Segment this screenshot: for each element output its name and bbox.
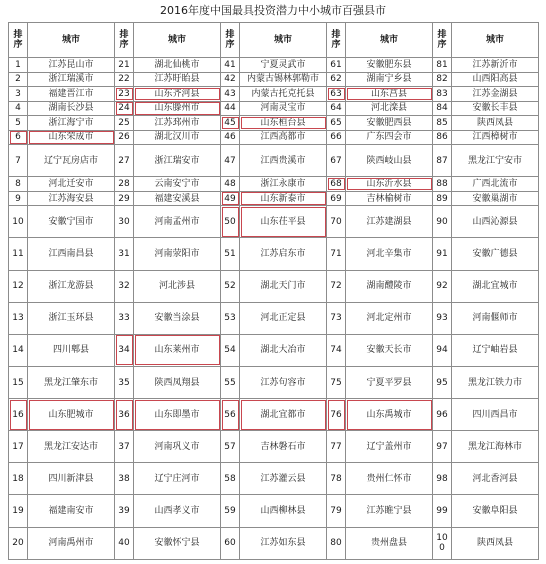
rank-cell: 48 bbox=[221, 177, 240, 192]
rank-cell: 94 bbox=[433, 334, 452, 366]
city-cell: 山东齐河县 bbox=[134, 87, 221, 102]
city-cell: 辽宁瓦房店市 bbox=[28, 145, 115, 177]
rank-cell: 16 bbox=[9, 399, 28, 431]
city-cell: 江西贵溪市 bbox=[240, 145, 327, 177]
city-cell: 河南孟州市 bbox=[134, 206, 221, 238]
rank-cell: 8 bbox=[9, 177, 28, 192]
city-cell: 山西沁源县 bbox=[452, 206, 539, 238]
header-rank: 排序 bbox=[221, 23, 240, 58]
city-cell: 湖南宁乡县 bbox=[346, 72, 433, 87]
city-cell: 云南安宁市 bbox=[134, 177, 221, 192]
city-cell: 安徽巢湖市 bbox=[452, 191, 539, 206]
rank-cell: 15 bbox=[9, 366, 28, 398]
rank-cell: 96 bbox=[433, 399, 452, 431]
city-cell: 四川新津县 bbox=[28, 463, 115, 495]
rank-cell: 33 bbox=[115, 302, 134, 334]
city-cell: 安徽天长市 bbox=[346, 334, 433, 366]
city-cell: 安徽怀宁县 bbox=[134, 527, 221, 559]
rank-cell: 35 bbox=[115, 366, 134, 398]
header-rank: 排序 bbox=[9, 23, 28, 58]
city-cell: 辽宁盖州市 bbox=[346, 431, 433, 463]
city-cell: 福建晋江市 bbox=[28, 87, 115, 102]
city-cell: 安徽当涂县 bbox=[134, 302, 221, 334]
rank-cell: 56 bbox=[221, 399, 240, 431]
city-cell: 江苏金湖县 bbox=[452, 87, 539, 102]
rank-cell: 22 bbox=[115, 72, 134, 87]
rank-cell: 90 bbox=[433, 206, 452, 238]
city-cell: 吉林榆树市 bbox=[346, 191, 433, 206]
city-cell: 山东禹城市 bbox=[346, 399, 433, 431]
rank-cell: 58 bbox=[221, 463, 240, 495]
table-row bbox=[9, 302, 539, 334]
city-cell: 内蒙古托克托县 bbox=[240, 87, 327, 102]
city-cell: 山东新泰市 bbox=[240, 191, 327, 206]
table-row bbox=[9, 72, 539, 87]
city-cell: 陕西凤翔县 bbox=[134, 366, 221, 398]
rank-cell: 78 bbox=[327, 463, 346, 495]
rank-cell: 76 bbox=[327, 399, 346, 431]
rank-cell: 40 bbox=[115, 527, 134, 559]
rank-cell: 63 bbox=[327, 87, 346, 102]
city-cell: 贵州仁怀市 bbox=[346, 463, 433, 495]
rank-cell: 12 bbox=[9, 270, 28, 302]
rank-cell: 60 bbox=[221, 527, 240, 559]
rank-cell: 25 bbox=[115, 116, 134, 131]
city-cell: 福建南安市 bbox=[28, 495, 115, 527]
rank-cell: 47 bbox=[221, 145, 240, 177]
table-row bbox=[9, 116, 539, 131]
city-cell: 山东荣成市 bbox=[28, 130, 115, 145]
city-cell: 河南禹州市 bbox=[28, 527, 115, 559]
rank-cell: 23 bbox=[115, 87, 134, 102]
rank-cell: 74 bbox=[327, 334, 346, 366]
rank-cell: 42 bbox=[221, 72, 240, 87]
city-cell: 山东沂水县 bbox=[346, 177, 433, 192]
city-cell: 浙江永康市 bbox=[240, 177, 327, 192]
city-cell: 广东四会市 bbox=[346, 130, 433, 145]
city-cell: 宁夏灵武市 bbox=[240, 58, 327, 73]
rank-cell: 7 bbox=[9, 145, 28, 177]
rank-cell: 85 bbox=[433, 116, 452, 131]
city-cell: 山东滕州市 bbox=[134, 101, 221, 116]
header-rank: 排序 bbox=[115, 23, 134, 58]
city-cell: 山东即墨市 bbox=[134, 399, 221, 431]
rank-cell: 24 bbox=[115, 101, 134, 116]
city-cell: 湖北仙桃市 bbox=[134, 58, 221, 73]
rank-cell: 14 bbox=[9, 334, 28, 366]
rank-cell: 73 bbox=[327, 302, 346, 334]
city-cell: 安徽宁国市 bbox=[28, 206, 115, 238]
rank-cell: 44 bbox=[221, 101, 240, 116]
rank-cell: 37 bbox=[115, 431, 134, 463]
rank-cell: 92 bbox=[433, 270, 452, 302]
rank-cell: 70 bbox=[327, 206, 346, 238]
table-row bbox=[9, 130, 539, 145]
table-row bbox=[9, 463, 539, 495]
table-row bbox=[9, 366, 539, 398]
rank-cell: 38 bbox=[115, 463, 134, 495]
rank-cell: 2 bbox=[9, 72, 28, 87]
table-row bbox=[9, 238, 539, 270]
header-city: 城市 bbox=[240, 23, 327, 58]
table-row bbox=[9, 270, 539, 302]
rank-cell: 86 bbox=[433, 130, 452, 145]
city-cell: 安徽长丰县 bbox=[452, 101, 539, 116]
city-cell: 江苏如东县 bbox=[240, 527, 327, 559]
rank-cell: 98 bbox=[433, 463, 452, 495]
rank-cell: 91 bbox=[433, 238, 452, 270]
city-cell: 辽宁岫岩县 bbox=[452, 334, 539, 366]
city-cell: 河北香河县 bbox=[452, 463, 539, 495]
table-row bbox=[9, 101, 539, 116]
city-cell: 山西柳林县 bbox=[240, 495, 327, 527]
table-row bbox=[9, 87, 539, 102]
rank-cell: 3 bbox=[9, 87, 28, 102]
city-cell: 安徽广德县 bbox=[452, 238, 539, 270]
city-cell: 河南荥阳市 bbox=[134, 238, 221, 270]
rank-cell: 59 bbox=[221, 495, 240, 527]
table-row bbox=[9, 527, 539, 559]
city-cell: 浙江瑞安市 bbox=[134, 145, 221, 177]
city-cell: 福建安溪县 bbox=[134, 191, 221, 206]
header-row bbox=[9, 23, 539, 58]
city-cell: 湖南长沙县 bbox=[28, 101, 115, 116]
city-cell: 江苏盱眙县 bbox=[134, 72, 221, 87]
rank-cell: 66 bbox=[327, 130, 346, 145]
rank-cell: 81 bbox=[433, 58, 452, 73]
rank-cell: 80 bbox=[327, 527, 346, 559]
table-row bbox=[9, 431, 539, 463]
city-cell: 辽宁庄河市 bbox=[134, 463, 221, 495]
rank-cell: 77 bbox=[327, 431, 346, 463]
rank-cell: 87 bbox=[433, 145, 452, 177]
rank-cell: 18 bbox=[9, 463, 28, 495]
rank-cell: 20 bbox=[9, 527, 28, 559]
rank-cell: 55 bbox=[221, 366, 240, 398]
city-cell: 河北滦县 bbox=[346, 101, 433, 116]
rank-cell: 68 bbox=[327, 177, 346, 192]
city-cell: 湖北天门市 bbox=[240, 270, 327, 302]
rank-cell: 51 bbox=[221, 238, 240, 270]
city-cell: 山东肥城市 bbox=[28, 399, 115, 431]
city-cell: 浙江海宁市 bbox=[28, 116, 115, 131]
city-cell: 吉林磐石市 bbox=[240, 431, 327, 463]
rank-cell: 30 bbox=[115, 206, 134, 238]
city-cell: 山东茌平县 bbox=[240, 206, 327, 238]
rank-cell: 21 bbox=[115, 58, 134, 73]
rank-cell: 52 bbox=[221, 270, 240, 302]
rank-cell: 83 bbox=[433, 87, 452, 102]
rank-cell: 99 bbox=[433, 495, 452, 527]
city-cell: 安徽阜阳县 bbox=[452, 495, 539, 527]
city-cell: 山东莱州市 bbox=[134, 334, 221, 366]
header-rank: 排序 bbox=[433, 23, 452, 58]
rank-cell: 57 bbox=[221, 431, 240, 463]
header-rank: 排序 bbox=[327, 23, 346, 58]
rank-cell: 72 bbox=[327, 270, 346, 302]
city-cell: 陕西凤县 bbox=[452, 116, 539, 131]
rank-cell: 65 bbox=[327, 116, 346, 131]
header-city: 城市 bbox=[452, 23, 539, 58]
city-cell: 湖北宜城市 bbox=[452, 270, 539, 302]
header-city: 城市 bbox=[346, 23, 433, 58]
city-cell: 黑龙江海林市 bbox=[452, 431, 539, 463]
city-cell: 河南巩义市 bbox=[134, 431, 221, 463]
rank-cell: 53 bbox=[221, 302, 240, 334]
rank-cell: 29 bbox=[115, 191, 134, 206]
city-cell: 江苏昆山市 bbox=[28, 58, 115, 73]
rank-cell: 34 bbox=[115, 334, 134, 366]
rank-cell: 88 bbox=[433, 177, 452, 192]
city-cell: 山东桓台县 bbox=[240, 116, 327, 131]
page-title: 2016年度中国最具投资潜力中小城市百强县市 bbox=[160, 4, 386, 17]
rank-cell: 62 bbox=[327, 72, 346, 87]
city-cell: 宁夏平罗县 bbox=[346, 366, 433, 398]
city-cell: 湖北汉川市 bbox=[134, 130, 221, 145]
rank-cell: 75 bbox=[327, 366, 346, 398]
rank-cell: 45 bbox=[221, 116, 240, 131]
rank-cell: 67 bbox=[327, 145, 346, 177]
city-cell: 四川郫县 bbox=[28, 334, 115, 366]
header-city: 城市 bbox=[28, 23, 115, 58]
city-cell: 山西阳高县 bbox=[452, 72, 539, 87]
rank-cell: 79 bbox=[327, 495, 346, 527]
city-cell: 河北辛集市 bbox=[346, 238, 433, 270]
city-cell: 广西北流市 bbox=[452, 177, 539, 192]
rank-cell: 93 bbox=[433, 302, 452, 334]
city-cell: 江苏海安县 bbox=[28, 191, 115, 206]
rank-cell: 46 bbox=[221, 130, 240, 145]
city-cell: 江苏邳州市 bbox=[134, 116, 221, 131]
ranking-table-container bbox=[8, 22, 538, 560]
city-cell: 河北正定县 bbox=[240, 302, 327, 334]
city-cell: 山东莒县 bbox=[346, 87, 433, 102]
table-row bbox=[9, 145, 539, 177]
city-cell: 陕西凤县 bbox=[452, 527, 539, 559]
city-cell: 黑龙江宁安市 bbox=[452, 145, 539, 177]
rank-cell: 6 bbox=[9, 130, 28, 145]
rank-cell: 11 bbox=[9, 238, 28, 270]
rank-cell: 31 bbox=[115, 238, 134, 270]
city-cell: 贵州盘县 bbox=[346, 527, 433, 559]
city-cell: 江苏建湖县 bbox=[346, 206, 433, 238]
header-city: 城市 bbox=[134, 23, 221, 58]
city-cell: 浙江龙游县 bbox=[28, 270, 115, 302]
rank-cell: 84 bbox=[433, 101, 452, 116]
rank-cell: 64 bbox=[327, 101, 346, 116]
city-cell: 湖南醴陵市 bbox=[346, 270, 433, 302]
city-cell: 江苏灌云县 bbox=[240, 463, 327, 495]
rank-cell: 71 bbox=[327, 238, 346, 270]
city-cell: 江西樟树市 bbox=[452, 130, 539, 145]
rank-cell: 13 bbox=[9, 302, 28, 334]
table-row bbox=[9, 495, 539, 527]
city-cell: 四川西昌市 bbox=[452, 399, 539, 431]
rank-cell: 32 bbox=[115, 270, 134, 302]
rank-cell: 41 bbox=[221, 58, 240, 73]
rank-cell: 5 bbox=[9, 116, 28, 131]
table-row bbox=[9, 206, 539, 238]
city-cell: 黑龙江肇东市 bbox=[28, 366, 115, 398]
city-cell: 江西高都市 bbox=[240, 130, 327, 145]
city-cell: 内蒙古锡林郭勒市 bbox=[240, 72, 327, 87]
rank-cell: 100 bbox=[433, 527, 452, 559]
table-row bbox=[9, 399, 539, 431]
rank-cell: 28 bbox=[115, 177, 134, 192]
rank-cell: 17 bbox=[9, 431, 28, 463]
table-row bbox=[9, 177, 539, 192]
table-row bbox=[9, 334, 539, 366]
city-cell: 山西孝义市 bbox=[134, 495, 221, 527]
rank-cell: 97 bbox=[433, 431, 452, 463]
city-cell: 江苏句容市 bbox=[240, 366, 327, 398]
city-cell: 河北定州市 bbox=[346, 302, 433, 334]
city-cell: 陕西岐山县 bbox=[346, 145, 433, 177]
city-cell: 黑龙江铁力市 bbox=[452, 366, 539, 398]
rank-cell: 1 bbox=[9, 58, 28, 73]
rank-cell: 54 bbox=[221, 334, 240, 366]
rank-cell: 36 bbox=[115, 399, 134, 431]
rank-cell: 10 bbox=[9, 206, 28, 238]
city-cell: 浙江瑞溪市 bbox=[28, 72, 115, 87]
rank-cell: 26 bbox=[115, 130, 134, 145]
rank-cell: 27 bbox=[115, 145, 134, 177]
table-row bbox=[9, 191, 539, 206]
city-cell: 河南偃师市 bbox=[452, 302, 539, 334]
rank-cell: 82 bbox=[433, 72, 452, 87]
rank-cell: 69 bbox=[327, 191, 346, 206]
city-cell: 江西南昌县 bbox=[28, 238, 115, 270]
ranking-table bbox=[8, 22, 539, 560]
city-cell: 安徽肥东县 bbox=[346, 58, 433, 73]
rank-cell: 49 bbox=[221, 191, 240, 206]
city-cell: 安徽肥西县 bbox=[346, 116, 433, 131]
city-cell: 河北迁安市 bbox=[28, 177, 115, 192]
table-row bbox=[9, 58, 539, 73]
city-cell: 江苏睢宁县 bbox=[346, 495, 433, 527]
rank-cell: 95 bbox=[433, 366, 452, 398]
rank-cell: 50 bbox=[221, 206, 240, 238]
rank-cell: 19 bbox=[9, 495, 28, 527]
city-cell: 黑龙江安达市 bbox=[28, 431, 115, 463]
rank-cell: 4 bbox=[9, 101, 28, 116]
rank-cell: 39 bbox=[115, 495, 134, 527]
city-cell: 河南灵宝市 bbox=[240, 101, 327, 116]
city-cell: 湖北大冶市 bbox=[240, 334, 327, 366]
city-cell: 浙江玉环县 bbox=[28, 302, 115, 334]
rank-cell: 89 bbox=[433, 191, 452, 206]
city-cell: 湖北宜都市 bbox=[240, 399, 327, 431]
rank-cell: 9 bbox=[9, 191, 28, 206]
city-cell: 江苏启东市 bbox=[240, 238, 327, 270]
city-cell: 江苏新沂市 bbox=[452, 58, 539, 73]
rank-cell: 61 bbox=[327, 58, 346, 73]
city-cell: 河北涉县 bbox=[134, 270, 221, 302]
rank-cell: 43 bbox=[221, 87, 240, 102]
